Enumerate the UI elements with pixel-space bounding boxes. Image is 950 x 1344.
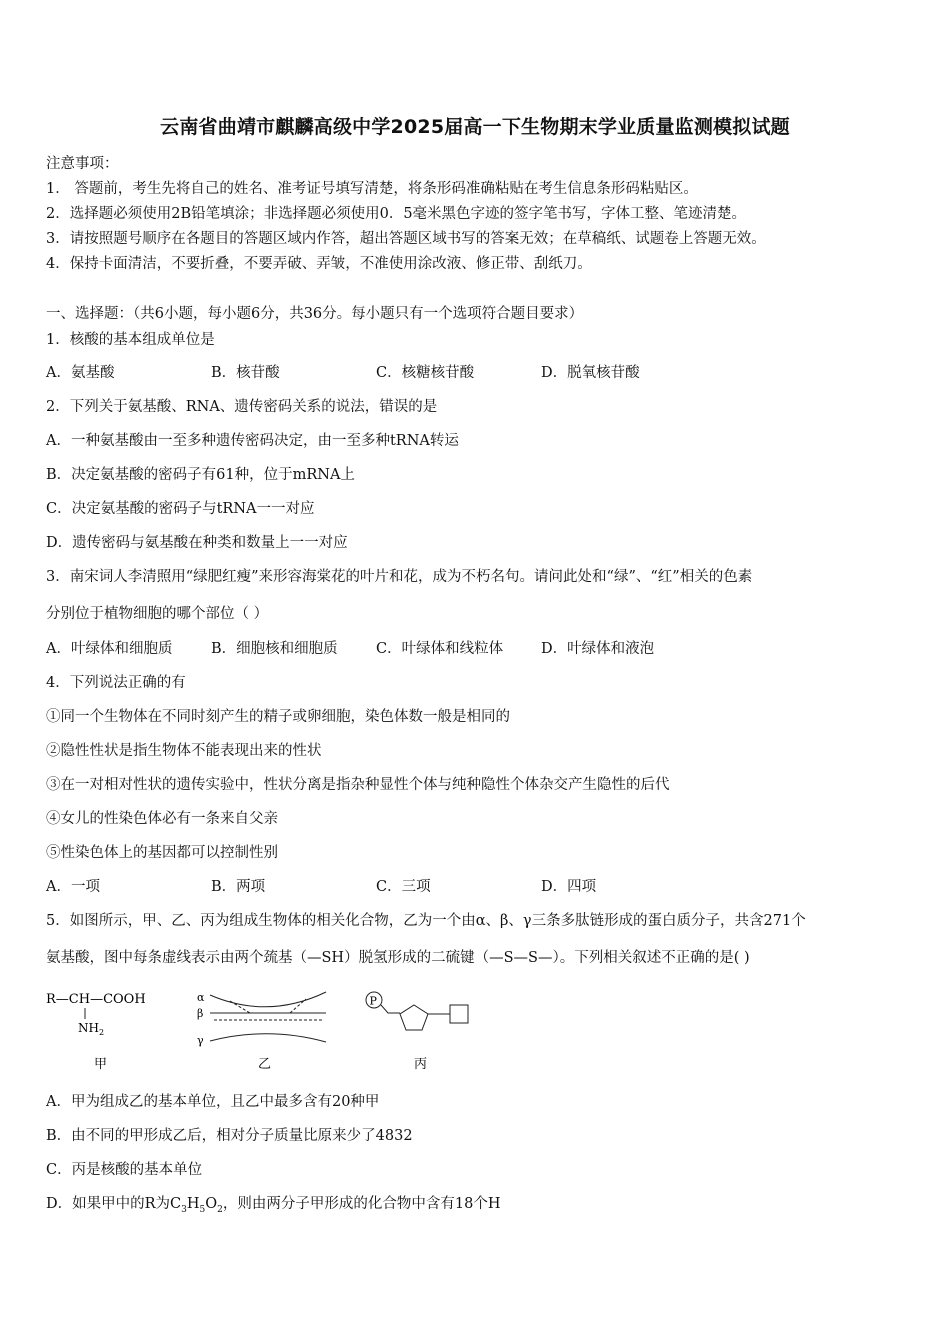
q4-option-b: B．两项	[211, 879, 266, 895]
base-square	[450, 1005, 468, 1023]
yi-gamma-chain	[210, 1034, 326, 1042]
notice-item-1: 1． 答题前，考生先将自己的姓名、准考证号填写清楚，将条形码准确粘贴在考生信息条形码粘贴区。	[46, 181, 698, 197]
q5-stem-line-2: 氨基酸，图中每条虚线表示由两个巯基（—SH）脱氢形成的二硫键（—S—S—）。下列相关叙述不正确的是( )	[46, 950, 750, 966]
q1-option-c: C．核糖核苷酸	[376, 365, 475, 381]
q2-option-a: A．一种氨基酸由一至多种遗传密码决定，由一至多种tRNA转运	[46, 433, 459, 449]
pentose-pentagon	[400, 1005, 428, 1030]
q5-stem-line-1: 5．如图所示，甲、乙、丙为组成生物体的相关化合物，乙为一个由α、β、γ三条多肽链形成的蛋白质分子，共含271个	[46, 913, 806, 929]
q3-options	[46, 637, 906, 658]
q4-statement-2: ②隐性性状是指生物体不能表现出来的性状	[46, 743, 322, 759]
q4-option-a: A．一项	[46, 879, 100, 895]
q2-option-b: B．决定氨基酸的密码子有61种，位于mRNA上	[46, 467, 355, 483]
q2-option-c: C．决定氨基酸的密码子与tRNA一一对应	[46, 501, 315, 517]
notice-item-2: 2．选择题必须使用2B铅笔填涂；非选择题必须使用0．5毫米黑色字迹的签字笔书写，字体工整、笔迹清楚。	[46, 206, 747, 222]
figure-jia	[46, 992, 146, 1072]
bing-p-label: P	[369, 994, 377, 1008]
q5-option-b: B．由不同的甲形成乙后，相对分子质量比原来少了4832	[46, 1128, 413, 1144]
q5-option-c: C．丙是核酸的基本单位	[46, 1162, 203, 1178]
q5-figure	[44, 986, 484, 1078]
q4-statement-3: ③在一对相对性状的遗传实验中，性状分离是指杂种显性个体与纯种隐性个体杂交产生隐性的后代	[46, 777, 670, 793]
q3-option-d: D．叶绿体和液泡	[541, 641, 655, 657]
q5-option-d: D．如果甲中的R为$C_3H_5O_2$，则由两分子甲形成的化合物中含有18个H	[46, 1196, 501, 1215]
q2-option-d: D．遗传密码与氨基酸在种类和数量上一一对应	[46, 535, 348, 551]
notice-item-3: 3．请按照题号顺序在各题目的答题区域内作答，超出答题区域书写的答案无效；在草稿纸、试题卷上答题无效。	[46, 231, 766, 247]
yi-gamma-label: γ	[197, 1034, 204, 1047]
q3-stem-line-2: 分别位于植物细胞的哪个部位（ ）	[46, 606, 269, 622]
section-heading: 一、选择题：（共6小题，每小题6分，共36分。每小题只有一个选项符合题目要求）	[46, 306, 584, 322]
q1-option-b: B．核苷酸	[211, 365, 280, 381]
q5-option-a: A．甲为组成乙的基本单位，且乙中最多含有20种甲	[46, 1094, 380, 1110]
q1-option-a: A．氨基酸	[46, 365, 115, 381]
page-title: 云南省曲靖市麒麟高级中学2025届高一下生物期末学业质量监测模拟试题	[160, 116, 790, 138]
yi-beta-label: β	[197, 1007, 204, 1020]
figure-yi	[197, 991, 326, 1072]
q3-option-c: C．叶绿体和线粒体	[376, 641, 504, 657]
q1-options	[46, 361, 906, 382]
notice-item-4: 4．保持卡面清洁，不要折叠，不要弄破、弄皱，不准使用涂改液、修正带、刮纸刀。	[46, 256, 592, 272]
jia-formula-top: R—CH—COOH	[46, 992, 146, 1007]
q4-statement-5: ⑤性染色体上的基因都可以控制性别	[46, 845, 278, 861]
q3-option-b: B．细胞核和细胞质	[211, 641, 338, 657]
notice-heading: 注意事项：	[46, 156, 119, 172]
yi-alpha-chain	[210, 992, 326, 1007]
q2-stem: 2．下列关于氨基酸、RNA、遗传密码关系的说法，错误的是	[46, 399, 438, 415]
figure-bing	[366, 992, 468, 1072]
bing-label: 丙	[414, 1057, 428, 1072]
q4-options	[46, 875, 906, 896]
bing-bond-line	[381, 1005, 400, 1013]
jia-label: 甲	[94, 1057, 108, 1072]
q4-option-c: C．三项	[376, 879, 431, 895]
q1-stem: 1．核酸的基本组成单位是	[46, 332, 215, 348]
q1-option-d: D．脱氧核苷酸	[541, 365, 640, 381]
jia-formula-bottom: $NH_2$	[78, 1021, 105, 1037]
yi-label: 乙	[258, 1057, 272, 1072]
q4-statement-1: ①同一个生物体在不同时刻产生的精子或卵细胞，染色体数一般是相同的	[46, 709, 510, 725]
q4-option-d: D．四项	[541, 879, 597, 895]
yi-alpha-label: α	[197, 991, 205, 1004]
q3-option-a: A．叶绿体和细胞质	[46, 641, 173, 657]
q4-statement-4: ④女儿的性染色体必有一条来自父亲	[46, 811, 278, 827]
q3-stem-line-1: 3．南宋词人李清照用“绿肥红瘦”来形容海棠花的叶片和花，成为不朽名句。请问此处和“绿”、“红”相关的色素	[46, 569, 753, 585]
q4-stem: 4．下列说法正确的有	[46, 675, 186, 691]
